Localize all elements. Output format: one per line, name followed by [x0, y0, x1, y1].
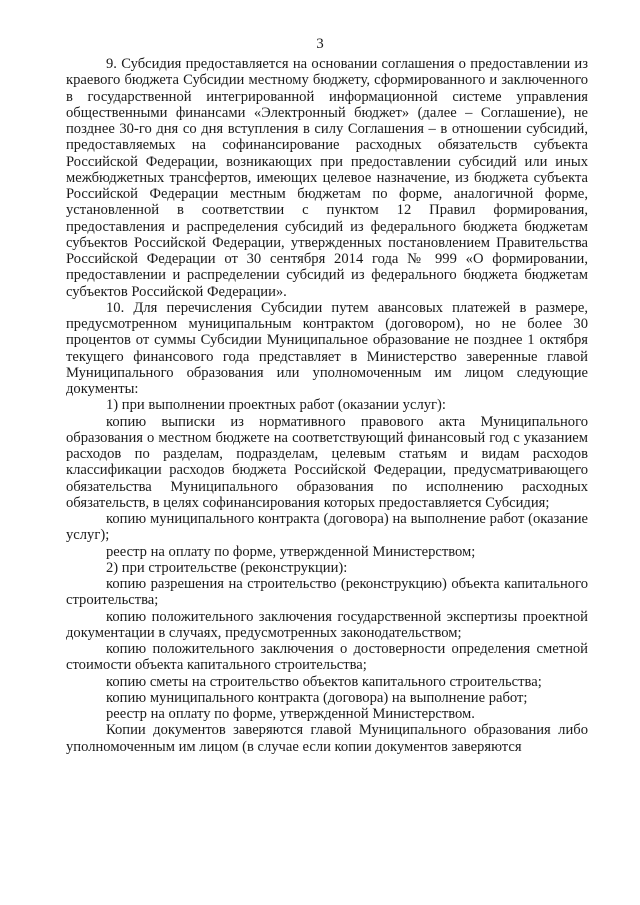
paragraph: реестр на оплату по форме, утвержденной Министерством;: [106, 543, 476, 560]
paragraph: копию положительного заключения государственной экспертизы проектной документации в случаях, предусмотренных законодательством;: [66, 608, 588, 641]
document-body: [66, 56, 588, 755]
paragraph: 9. Субсидия предоставляется на основании соглашения о предоставлении из краевого бюджета Субсидии местному бюджету, сформированного и заключенного в государственной интегрированной информационной системе управления общественными финансами «Электронный бюджет» (далее – Соглашение), не позднее 30-го дня со дня вступления в силу Соглашения – в отношении субсидий, предоставляемых на софинансирование расходных обязательств субъекта Российской Федерации, возникающих при предоставлении субсидий или иных межбюджетных трансфертов, имеющих целевое назначение, из бюджета субъекта Российской Федерации местным бюджетам по форме, аналогичной форме, установленной в соответствии с пунктом 12 Правил формирования, предоставления и распределения субсидий из федерального бюджета бюджетам субъектов Российской Федерации, утвержденных постановлением Правительства Российской Федерации от 30 сентября 2014 года № 999 «О формировании, предоставлении и распределении субсидий из федерального бюджета бюджетам субъектов Российской Федерации».: [66, 56, 588, 300]
paragraph: копию сметы на строительство объектов капитального строительства;: [106, 673, 542, 690]
paragraph: 2) при строительстве (реконструкции):: [106, 559, 348, 576]
page-number: 3: [316, 36, 324, 52]
paragraph: Копии документов заверяются главой Муниципального образования либо уполномоченным им лицом (в случае если копии документов заверяются: [66, 722, 588, 755]
paragraph: копию выписки из нормативного правового акта Муниципального образования о местном бюджете на соответствующий финансовый год с указанием расходов по разделам, подразделам, целевым статьям и видам расходов классификации расходов бюджета Российской Федерации, предусматривающего обязательства Муниципального образования по исполнению расходных обязательств, в целях софинансирования которых предоставляется Субсидия;: [66, 413, 588, 511]
paragraph: копию разрешения на строительство (реконструкцию) объекта капитального строительства;: [66, 576, 588, 609]
paragraph: 1) при выполнении проектных работ (оказании услуг):: [106, 397, 446, 414]
paragraph: копию муниципального контракта (договора) на выполнение работ;: [106, 689, 528, 706]
paragraph: копию муниципального контракта (договора) на выполнение работ (оказание услуг);: [66, 511, 588, 544]
paragraph: 10. Для перечисления Субсидии путем авансовых платежей в размере, предусмотренном муниципальным контрактом (договором), но не более 30 процентов от суммы Субсидии Муниципальное образование не позднее 1 октября текущего финансового года представляет в Министерство заверенные главой Муниципального образования или уполномоченным им лицом следующие документы:: [66, 299, 588, 397]
paragraph: реестр на оплату по форме, утвержденной Министерством.: [106, 706, 475, 722]
paragraph: копию положительного заключения о достоверности определения сметной стоимости объекта капитального строительства;: [66, 641, 588, 674]
